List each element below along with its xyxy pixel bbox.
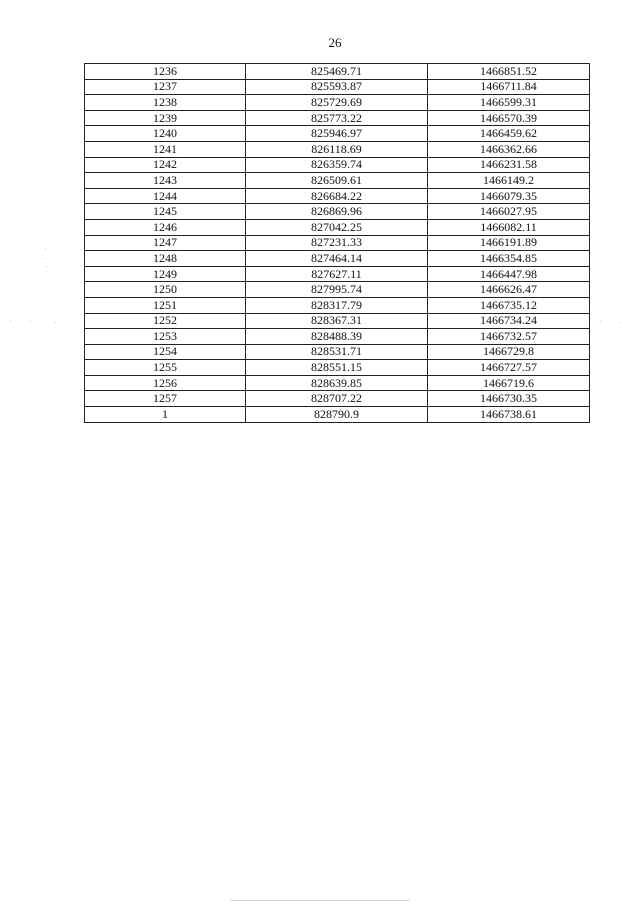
point-number-cell: 1247 (85, 235, 246, 251)
y-coordinate-cell: 1466719.6 (428, 375, 590, 391)
y-coordinate-cell: 1466459.62 (428, 126, 590, 142)
table-row (85, 157, 590, 173)
x-coordinate-cell: 826509.61 (246, 173, 428, 189)
table-row (85, 141, 590, 157)
point-number-cell: 1257 (85, 391, 246, 407)
y-coordinate-cell: 1466727.57 (428, 360, 590, 376)
y-coordinate-cell: 1466851.52 (428, 64, 590, 80)
table-row (85, 251, 590, 267)
y-coordinate-cell: 1466738.61 (428, 407, 590, 423)
table-row (85, 110, 590, 126)
scan-artifact (55, 322, 56, 323)
scan-artifact (10, 320, 11, 321)
x-coordinate-cell: 827042.25 (246, 219, 428, 235)
scan-artifact (46, 266, 47, 267)
coordinates-table-body (85, 64, 590, 423)
y-coordinate-cell: 1466354.85 (428, 251, 590, 267)
x-coordinate-cell: 826118.69 (246, 141, 428, 157)
point-number-cell: 1 (85, 407, 246, 423)
point-number-cell: 1249 (85, 266, 246, 282)
point-number-cell: 1256 (85, 375, 246, 391)
x-coordinate-cell: 827627.11 (246, 266, 428, 282)
x-coordinate-cell: 825469.71 (246, 64, 428, 80)
coordinates-table (84, 63, 590, 423)
point-number-cell: 1243 (85, 173, 246, 189)
point-number-cell: 1246 (85, 219, 246, 235)
point-number-cell: 1237 (85, 79, 246, 95)
table-row (85, 407, 590, 423)
table-row (85, 188, 590, 204)
point-number-cell: 1238 (85, 95, 246, 111)
page-number: 26 (328, 35, 342, 50)
y-coordinate-cell: 1466735.12 (428, 297, 590, 313)
point-number-cell: 1255 (85, 360, 246, 376)
table-row (85, 173, 590, 189)
x-coordinate-cell: 825773.22 (246, 110, 428, 126)
x-coordinate-cell: 826684.22 (246, 188, 428, 204)
table-row (85, 219, 590, 235)
x-coordinate-cell: 828531.71 (246, 344, 428, 360)
point-number-cell: 1253 (85, 329, 246, 345)
y-coordinate-cell: 1466231.58 (428, 157, 590, 173)
y-coordinate-cell: 1466711.84 (428, 79, 590, 95)
scan-artifact (30, 321, 31, 322)
table-row (85, 79, 590, 95)
scan-artifact (45, 248, 46, 249)
table-row (85, 95, 590, 111)
point-number-cell: 1236 (85, 64, 246, 80)
table-row (85, 204, 590, 220)
y-coordinate-cell: 1466191.89 (428, 235, 590, 251)
point-number-cell: 1244 (85, 188, 246, 204)
point-number-cell: 1245 (85, 204, 246, 220)
table-row (85, 235, 590, 251)
y-coordinate-cell: 1466732.57 (428, 329, 590, 345)
x-coordinate-cell: 828790.9 (246, 407, 428, 423)
y-coordinate-cell: 1466729.8 (428, 344, 590, 360)
y-coordinate-cell: 1466149.2 (428, 173, 590, 189)
y-coordinate-cell: 1466447.98 (428, 266, 590, 282)
table-row (85, 313, 590, 329)
x-coordinate-cell: 828639.85 (246, 375, 428, 391)
x-coordinate-cell: 828551.15 (246, 360, 428, 376)
x-coordinate-cell: 828707.22 (246, 391, 428, 407)
x-coordinate-cell: 828317.79 (246, 297, 428, 313)
y-coordinate-cell: 1466599.31 (428, 95, 590, 111)
scan-artifact (45, 258, 46, 259)
point-number-cell: 1254 (85, 344, 246, 360)
point-number-cell: 1242 (85, 157, 246, 173)
x-coordinate-cell: 828367.31 (246, 313, 428, 329)
x-coordinate-cell: 825593.87 (246, 79, 428, 95)
scan-artifact (620, 322, 621, 323)
x-coordinate-cell: 828488.39 (246, 329, 428, 345)
x-coordinate-cell: 827995.74 (246, 282, 428, 298)
x-coordinate-cell: 825946.97 (246, 126, 428, 142)
table-row (85, 360, 590, 376)
point-number-cell: 1240 (85, 126, 246, 142)
x-coordinate-cell: 825729.69 (246, 95, 428, 111)
scan-bottom-edge (230, 900, 410, 901)
table-row (85, 266, 590, 282)
y-coordinate-cell: 1466734.24 (428, 313, 590, 329)
point-number-cell: 1241 (85, 141, 246, 157)
table-row (85, 282, 590, 298)
y-coordinate-cell: 1466082.11 (428, 219, 590, 235)
point-number-cell: 1252 (85, 313, 246, 329)
y-coordinate-cell: 1466027.95 (428, 204, 590, 220)
y-coordinate-cell: 1466626.47 (428, 282, 590, 298)
x-coordinate-cell: 826869.96 (246, 204, 428, 220)
y-coordinate-cell: 1466079.35 (428, 188, 590, 204)
x-coordinate-cell: 827231.33 (246, 235, 428, 251)
table-row (85, 64, 590, 80)
point-number-cell: 1239 (85, 110, 246, 126)
point-number-cell: 1248 (85, 251, 246, 267)
y-coordinate-cell: 1466730.35 (428, 391, 590, 407)
x-coordinate-cell: 827464.14 (246, 251, 428, 267)
table-row (85, 375, 590, 391)
table-row (85, 297, 590, 313)
y-coordinate-cell: 1466570.39 (428, 110, 590, 126)
y-coordinate-cell: 1466362.66 (428, 141, 590, 157)
table-row (85, 126, 590, 142)
point-number-cell: 1251 (85, 297, 246, 313)
table-row (85, 329, 590, 345)
table-row (85, 391, 590, 407)
point-number-cell: 1250 (85, 282, 246, 298)
scan-artifact (600, 321, 601, 322)
table-row (85, 344, 590, 360)
x-coordinate-cell: 826359.74 (246, 157, 428, 173)
